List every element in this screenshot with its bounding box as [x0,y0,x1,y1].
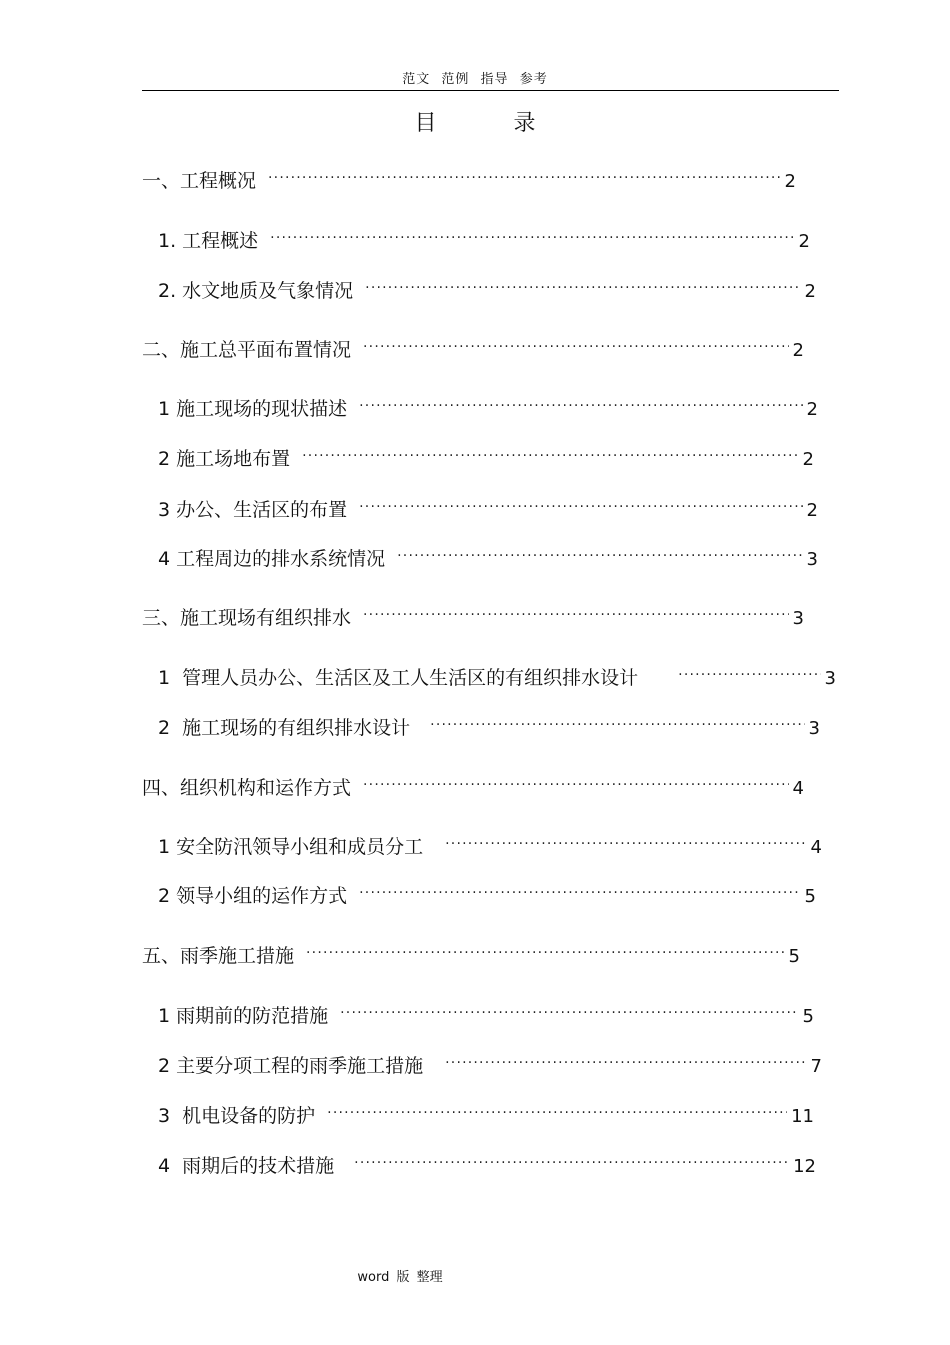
dot-leader [363,605,789,624]
dot-leader [363,337,789,356]
toc-entry-page: 7 [810,1056,822,1077]
page-footer: word 版 整理 [357,1270,443,1285]
toc-entry[interactable] [158,276,816,302]
toc-entry-page: 4 [792,778,804,799]
toc-entry[interactable] [158,226,810,252]
toc-entry[interactable] [158,394,818,420]
toc-entry[interactable] [158,881,816,907]
toc-entry[interactable] [142,335,804,361]
toc-entry-label: 3 机电设备的防护 [158,1105,316,1127]
toc-entry[interactable] [158,1001,814,1027]
toc-entry-label: 1 施工现场的现状描述 [158,398,348,420]
toc-entry-page: 3 [824,668,836,689]
toc-entry-label: 1. 工程概述 [158,230,259,252]
dot-leader [268,168,781,187]
toc-entry-page: 4 [810,837,822,858]
toc-entry-label: 三、施工现场有组织排水 [142,607,352,629]
toc-entry-page: 2 [802,449,814,470]
toc-entry-page: 5 [802,1006,814,1027]
dot-leader [365,278,800,297]
toc-entry-label: 1 雨期前的防范措施 [158,1005,329,1027]
toc-entry-label: 五、雨季施工措施 [142,945,295,967]
dot-leader [359,883,800,902]
toc-entry[interactable] [158,1051,822,1077]
toc-entry[interactable] [142,773,804,799]
toc-entry[interactable] [158,832,822,858]
dot-leader [340,1003,798,1022]
running-header: 范文 范例 指导 参考 [402,72,548,87]
dot-leader [430,715,804,734]
dot-leader [327,1103,787,1122]
toc-entry-page: 3 [806,549,818,570]
toc-entry[interactable] [158,495,818,521]
toc-entry[interactable] [158,444,814,470]
dot-leader [302,446,798,465]
toc-entry-page: 11 [791,1106,814,1127]
toc-entry-label: 1 管理人员办公、生活区及工人生活区的有组织排水设计 [158,667,639,689]
dot-leader [445,834,806,853]
dot-leader [306,943,785,962]
toc-entry[interactable] [142,166,796,192]
toc-entry-label: 1 安全防汛领导小组和成员分工 [158,836,424,858]
dot-leader [270,228,794,247]
toc-entry-label: 2 主要分项工程的雨季施工措施 [158,1055,424,1077]
toc-entry-page: 5 [788,946,800,967]
toc-entry-label: 四、组织机构和运作方式 [142,777,352,799]
dot-leader [354,1153,789,1172]
toc-entry-page: 2 [792,340,804,361]
toc-entry-page: 3 [808,718,820,739]
toc-entry-label: 一、工程概况 [142,170,257,192]
toc-entry[interactable] [158,544,818,570]
dot-leader [445,1053,806,1072]
toc-entry-page: 2 [806,500,818,521]
toc-entry-label: 2 施工场地布置 [158,448,291,470]
toc-entry-page: 5 [804,886,816,907]
toc-entry[interactable] [142,941,800,967]
toc-entry[interactable] [158,713,820,739]
toc-entry-page: 12 [793,1156,816,1177]
toc-title: 目 录 [414,111,536,136]
dot-leader [397,546,802,565]
toc-entry-label: 4 工程周边的排水系统情况 [158,548,386,570]
toc-entry[interactable] [158,663,836,689]
dot-leader [678,665,820,684]
toc-entry-page: 2 [784,171,796,192]
toc-entry[interactable] [142,603,804,629]
toc-entry-label: 3 办公、生活区的布置 [158,499,348,521]
toc-entry-page: 2 [798,231,810,252]
toc-entry-label: 2. 水文地质及气象情况 [158,280,354,302]
toc-entry-label: 二、施工总平面布置情况 [142,339,352,361]
toc-entry[interactable] [158,1101,814,1127]
dot-leader [359,396,802,415]
toc-entry-label: 4 雨期后的技术措施 [158,1155,335,1177]
dot-leader [363,775,789,794]
toc-entry-label: 2 施工现场的有组织排水设计 [158,717,411,739]
toc-entry-page: 3 [792,608,804,629]
toc-entry-page: 2 [804,281,816,302]
toc-entry-page: 2 [806,399,818,420]
toc-entry[interactable] [158,1151,816,1177]
toc-entry-label: 2 领导小组的运作方式 [158,885,348,907]
header-rule [142,90,839,91]
dot-leader [359,497,802,516]
